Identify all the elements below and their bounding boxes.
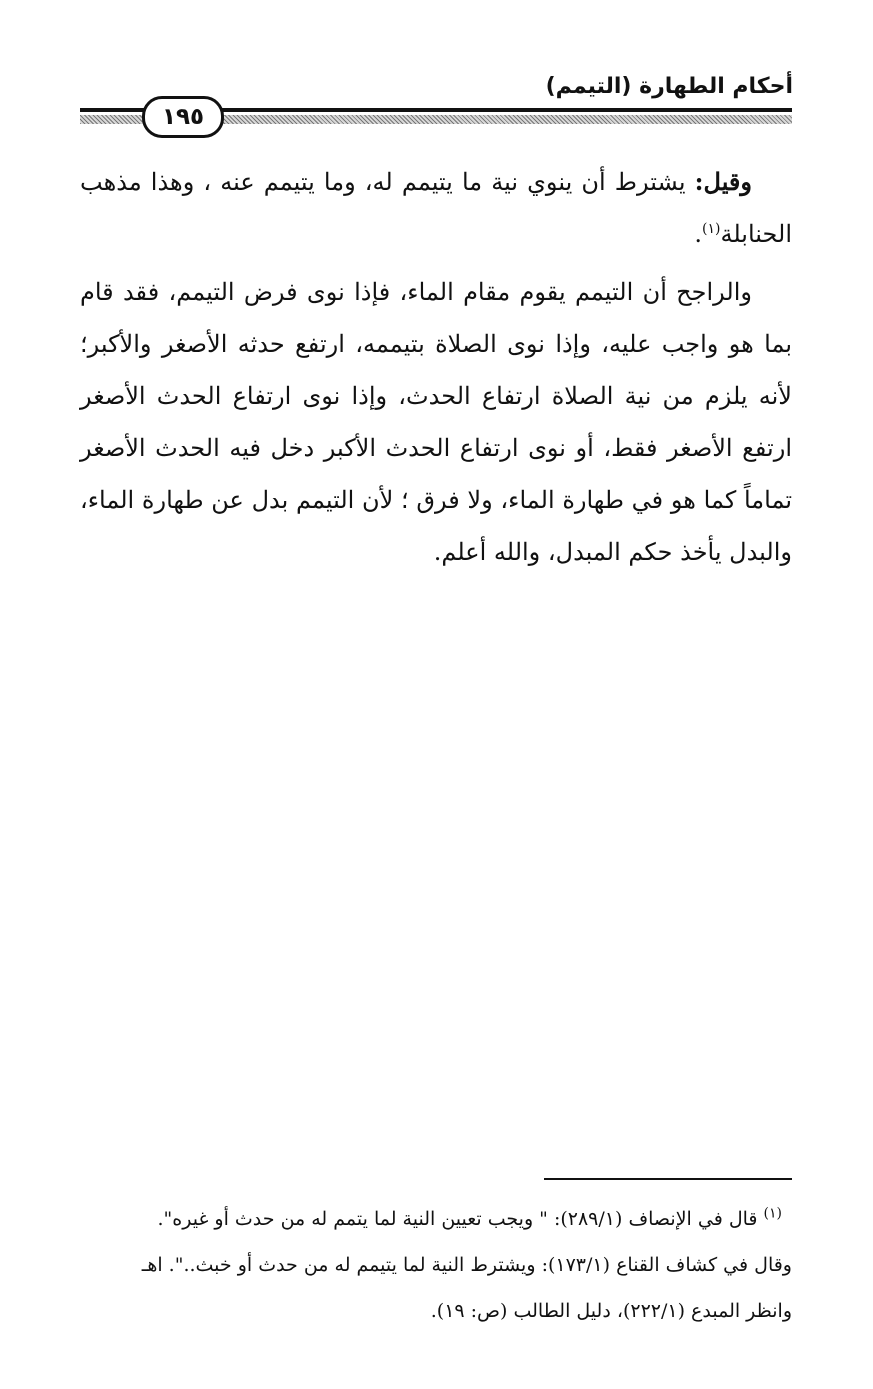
paragraph-2: والراجح أن التيمم يقوم مقام الماء، فإذا نوى فرض التيمم، فقد قام بما هو واجب عليه، وإذا نوى الصلاة بتيممه، ارتفع حدثه الأصغر والأكبر؛ لأنه يلزم من نية الصلاة ارتفاع الحدث، وإذا نوى ارتفاع الحدث الأصغر ارتفع الأصغر فقط، أو نوى ارتفاع الحدث الأكبر دخل فيه الحدث الأصغر تماماً كما هو في طهارة الماء، ولا فرق ؛ لأن التيمم بدل عن طهارة الماء، والبدل يأخذ حكم المبدل، والله أعلم. xyxy=(80,278,792,566)
footnote-1-line-3: وانظر المبدع (٢٢٢/١)، دليل الطالب (ص: ١٩). xyxy=(430,1300,792,1322)
page-number: ١٩٥ xyxy=(142,96,224,138)
footnote-reference: (١) xyxy=(702,221,721,237)
paragraph-1-end: . xyxy=(694,220,702,248)
footnote-separator xyxy=(544,1178,792,1180)
page-header-title: أحكام الطهارة (التيمم) xyxy=(545,74,793,99)
footnote-1-text: قال في الإنصاف (٢٨٩/١): " ويجب تعيين النية لما يتمم له من حدث أو غيره". xyxy=(157,1208,764,1230)
footnote-1-line-1 xyxy=(80,1196,792,1242)
footnote-marker: (١) xyxy=(763,1205,782,1222)
paragraph-1-text: يشترط أن ينوي نية ما يتيمم له، وما يتيمم عنه ، وهذا مذهب الحنابلة xyxy=(80,168,792,248)
paragraph-label: وقيل: xyxy=(694,167,752,196)
footnote-1-line-2: وقال في كشاف القناع (١٧٣/١): ويشترط النية لما يتيمم له من حدث أو خبث..". اهـ xyxy=(141,1254,792,1276)
footnotes xyxy=(80,1196,792,1334)
paragraph-1 xyxy=(80,156,792,260)
